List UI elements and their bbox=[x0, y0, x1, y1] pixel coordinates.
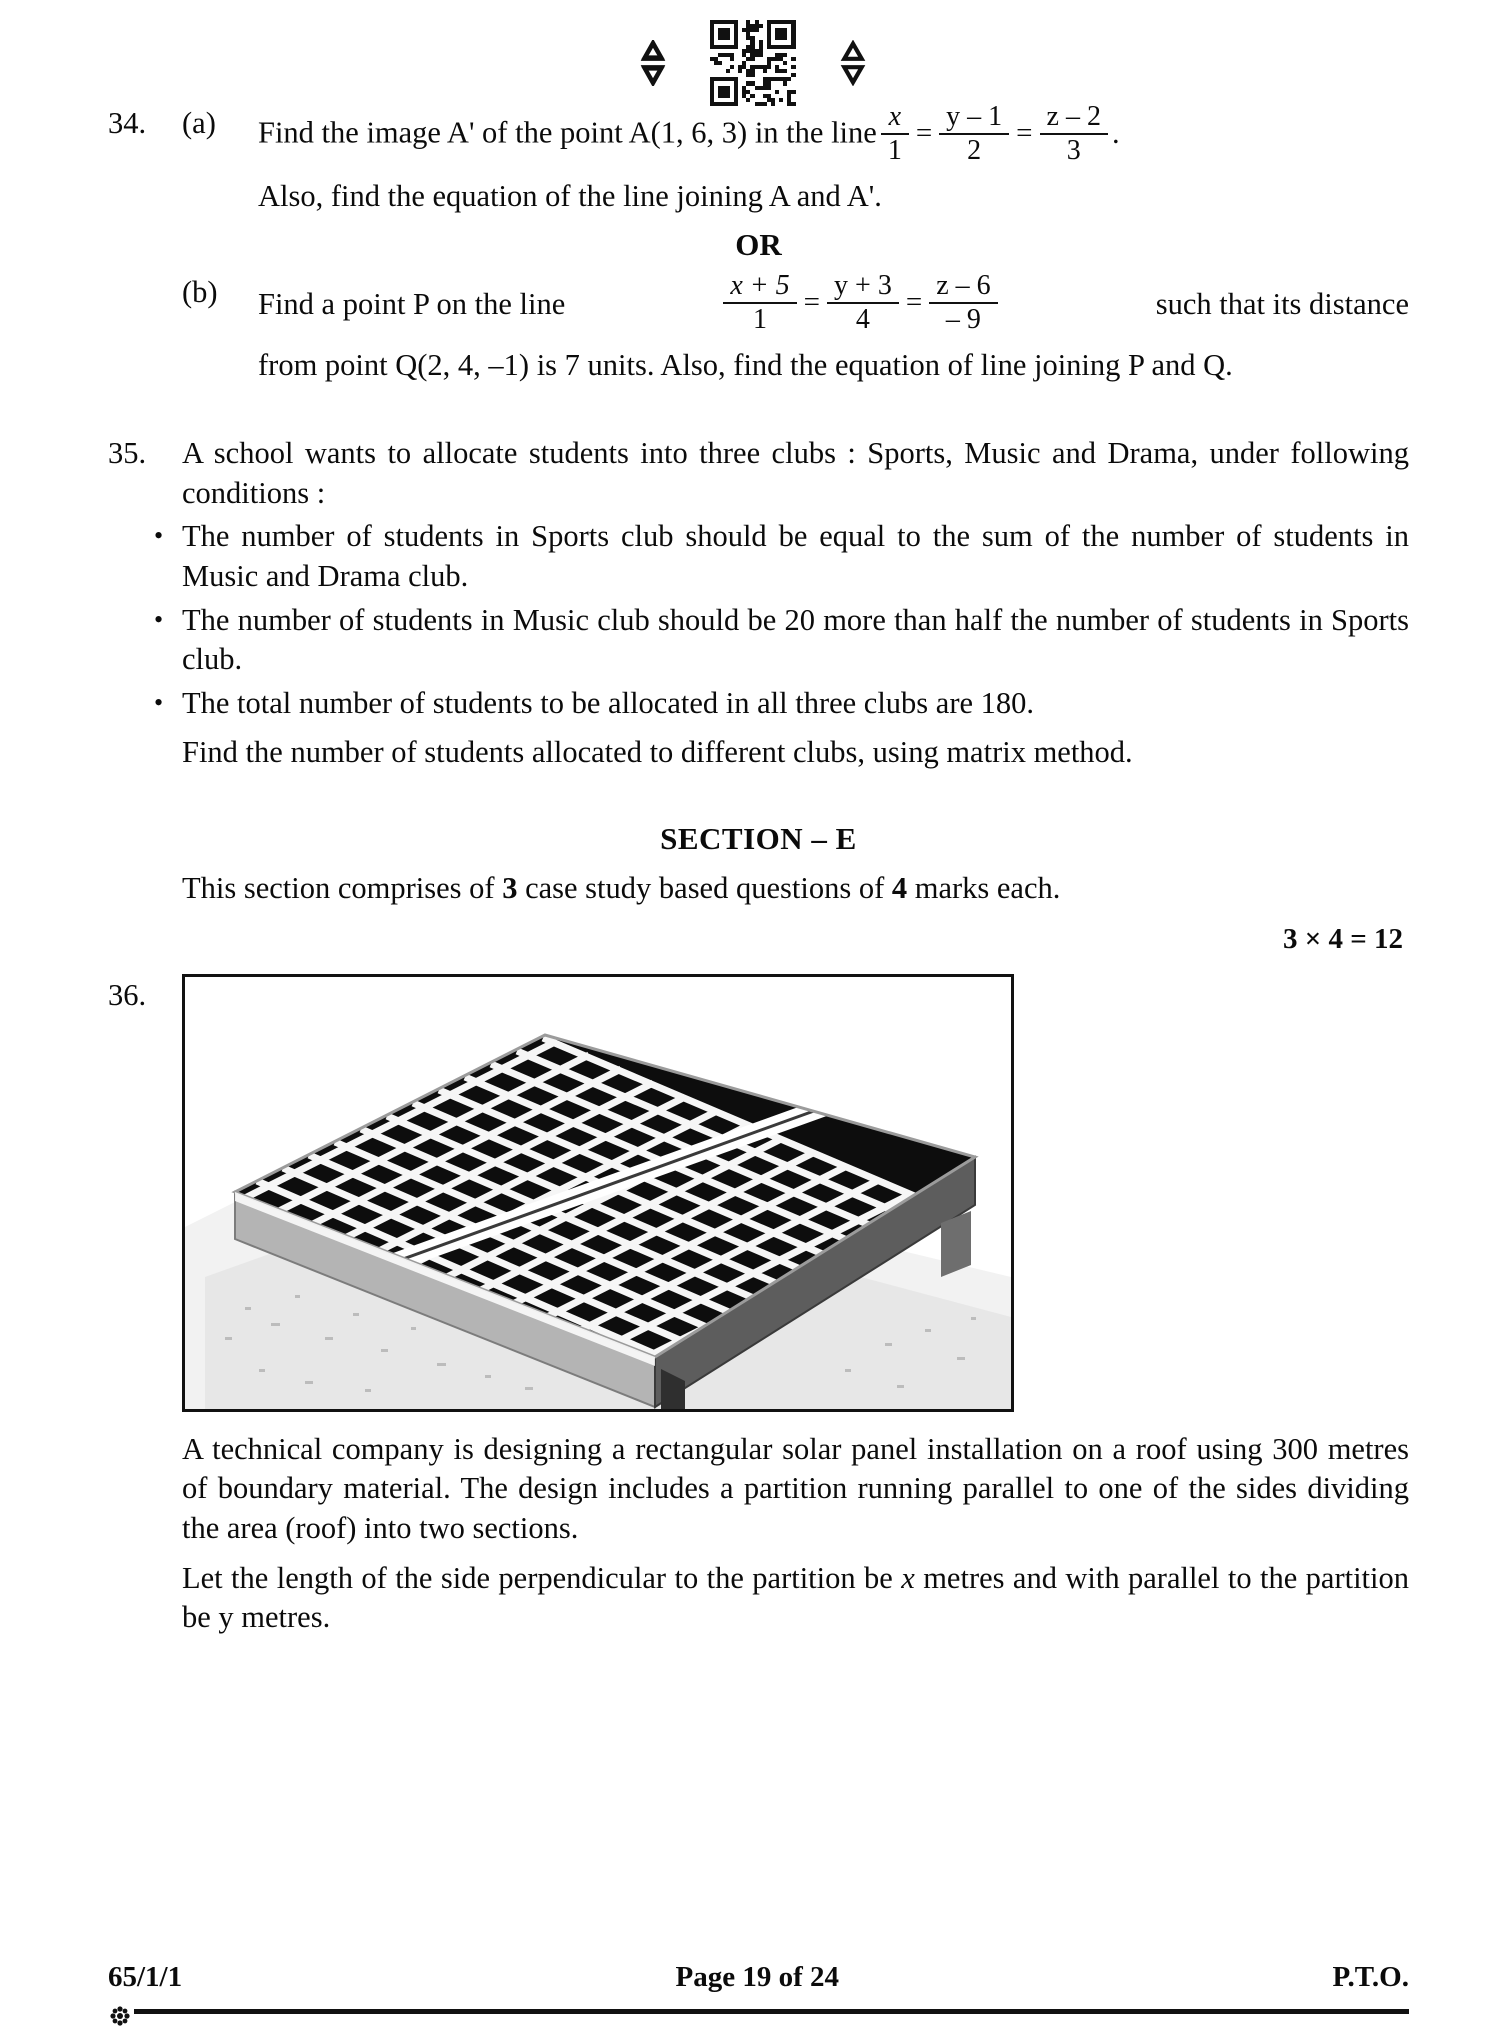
question-34a-text bbox=[258, 101, 1409, 167]
question-35-closing-row bbox=[108, 733, 1409, 773]
fraction-2 bbox=[827, 271, 899, 334]
paper-code: 65/1/1 bbox=[108, 1961, 183, 1993]
variable-x: x bbox=[901, 1560, 915, 1595]
qr-code-icon bbox=[710, 20, 796, 106]
question-34b bbox=[108, 269, 1409, 336]
numerator: z – 6 bbox=[936, 269, 991, 301]
section-description bbox=[182, 869, 1409, 909]
q34b-trail: such that its distance bbox=[1155, 286, 1409, 321]
question-35-closing: Find the number of students allocated to different clubs, using matrix method. bbox=[182, 735, 1133, 770]
bullet-icon: • bbox=[154, 521, 164, 551]
list-item bbox=[108, 684, 1409, 724]
fraction-1 bbox=[881, 102, 909, 165]
question-35 bbox=[108, 434, 1409, 513]
q34a-lead: Find the image A' of the point A(1, 6, 3) in the line bbox=[258, 115, 877, 150]
section-desc-b: case study based questions of bbox=[517, 871, 892, 906]
question-number: 36. bbox=[108, 977, 147, 1012]
question-34 bbox=[108, 101, 1409, 167]
question-34b-followup: from point Q(2, 4, –1) is 7 units. Also, find the equation of line joining P and Q. bbox=[258, 348, 1233, 383]
star-of-david-icon bbox=[630, 40, 676, 86]
equation-period: . bbox=[1111, 115, 1120, 150]
section-desc-c: marks each. bbox=[907, 871, 1061, 906]
bullet-icon: • bbox=[154, 604, 164, 634]
list-item bbox=[108, 601, 1409, 680]
question-34b-text bbox=[258, 269, 1409, 336]
case-study-paragraph-1-row bbox=[108, 1430, 1409, 1549]
bullet-label: The number of students in Sports club should be equal to the sum of the number of students in Music and Drama club. bbox=[182, 519, 1409, 593]
section-marks-each: 4 bbox=[891, 871, 908, 906]
denominator: 1 bbox=[723, 302, 796, 335]
fraction-2 bbox=[939, 102, 1009, 165]
question-35-bullets bbox=[108, 517, 1409, 723]
para2-post: metres and with parallel to the partition be y metres. bbox=[182, 1560, 1410, 1635]
page-content bbox=[0, 101, 1505, 1638]
footer-divider bbox=[134, 2009, 1409, 2014]
question-36 bbox=[108, 974, 1409, 1412]
denominator: – 9 bbox=[929, 302, 997, 335]
q34a-equation bbox=[877, 102, 1120, 165]
numerator: x + 5 bbox=[730, 269, 790, 301]
case-study-paragraph-2-row bbox=[108, 1559, 1409, 1638]
numerator: y – 1 bbox=[946, 101, 1003, 132]
solar-panel-figure bbox=[182, 974, 1014, 1412]
section-desc-a: This section comprises of bbox=[182, 871, 503, 906]
question-number: 34. bbox=[108, 106, 147, 140]
star-of-david-icon bbox=[830, 40, 876, 86]
page-footer bbox=[0, 1961, 1505, 2016]
part-label-a: (a) bbox=[182, 106, 216, 140]
pto-label: P.T.O. bbox=[1332, 1961, 1409, 1993]
equals-sign: = bbox=[915, 116, 933, 149]
list-item bbox=[108, 517, 1409, 596]
section-heading: SECTION – E bbox=[660, 821, 857, 857]
bullet-label: The total number of students to be allocated in all three clubs are 180. bbox=[182, 685, 1035, 720]
or-divider: OR bbox=[735, 226, 782, 262]
denominator: 3 bbox=[1040, 133, 1108, 166]
part-label-b: (b) bbox=[182, 274, 218, 309]
section-marks-total: 3 × 4 = 12 bbox=[1282, 922, 1403, 955]
bullet-icon: • bbox=[154, 687, 164, 717]
page-header bbox=[0, 0, 1505, 104]
equals-sign: = bbox=[905, 285, 923, 318]
section-description-row bbox=[108, 869, 1409, 909]
equals-sign: = bbox=[803, 285, 821, 318]
question-34a-followup: Also, find the equation of the line joining A and A'. bbox=[258, 179, 882, 214]
denominator: 2 bbox=[939, 133, 1009, 166]
fraction-1 bbox=[723, 271, 796, 334]
solar-panel-illustration bbox=[185, 977, 1011, 1409]
denominator: 4 bbox=[827, 302, 899, 335]
fraction-3 bbox=[1040, 102, 1108, 165]
para2-pre: Let the length of the side perpendicular to the partition be bbox=[182, 1560, 902, 1595]
q34b-lead: Find a point P on the line bbox=[258, 286, 566, 321]
q34b-equation bbox=[719, 271, 1001, 334]
numerator: y + 3 bbox=[834, 269, 892, 301]
numerator: x bbox=[888, 101, 902, 132]
section-question-count: 3 bbox=[502, 871, 518, 906]
question-35-intro: A school wants to allocate students into three clubs : Sports, Music and Drama, under following conditions : bbox=[182, 435, 1409, 510]
footer-rule bbox=[108, 2004, 1409, 2016]
denominator: 1 bbox=[881, 133, 909, 166]
case-study-paragraph-1: A technical company is designing a rectangular solar panel installation on a roof using 300 metres of boundary material. The design includes a partition running parallel to one of the sides dividing the area (roof) into two sections. bbox=[182, 1431, 1409, 1546]
question-number: 35. bbox=[108, 435, 147, 470]
equals-sign: = bbox=[1016, 116, 1033, 149]
case-study-paragraph-2 bbox=[182, 1559, 1409, 1638]
bullet-label: The number of students in Music club should be 20 more than half the number of students in Sports club. bbox=[182, 602, 1409, 677]
fraction-3 bbox=[929, 271, 997, 334]
page-indicator: Page 19 of 24 bbox=[675, 1961, 840, 1993]
numerator: z – 2 bbox=[1046, 101, 1101, 132]
flower-ornament-icon bbox=[108, 2004, 132, 2028]
